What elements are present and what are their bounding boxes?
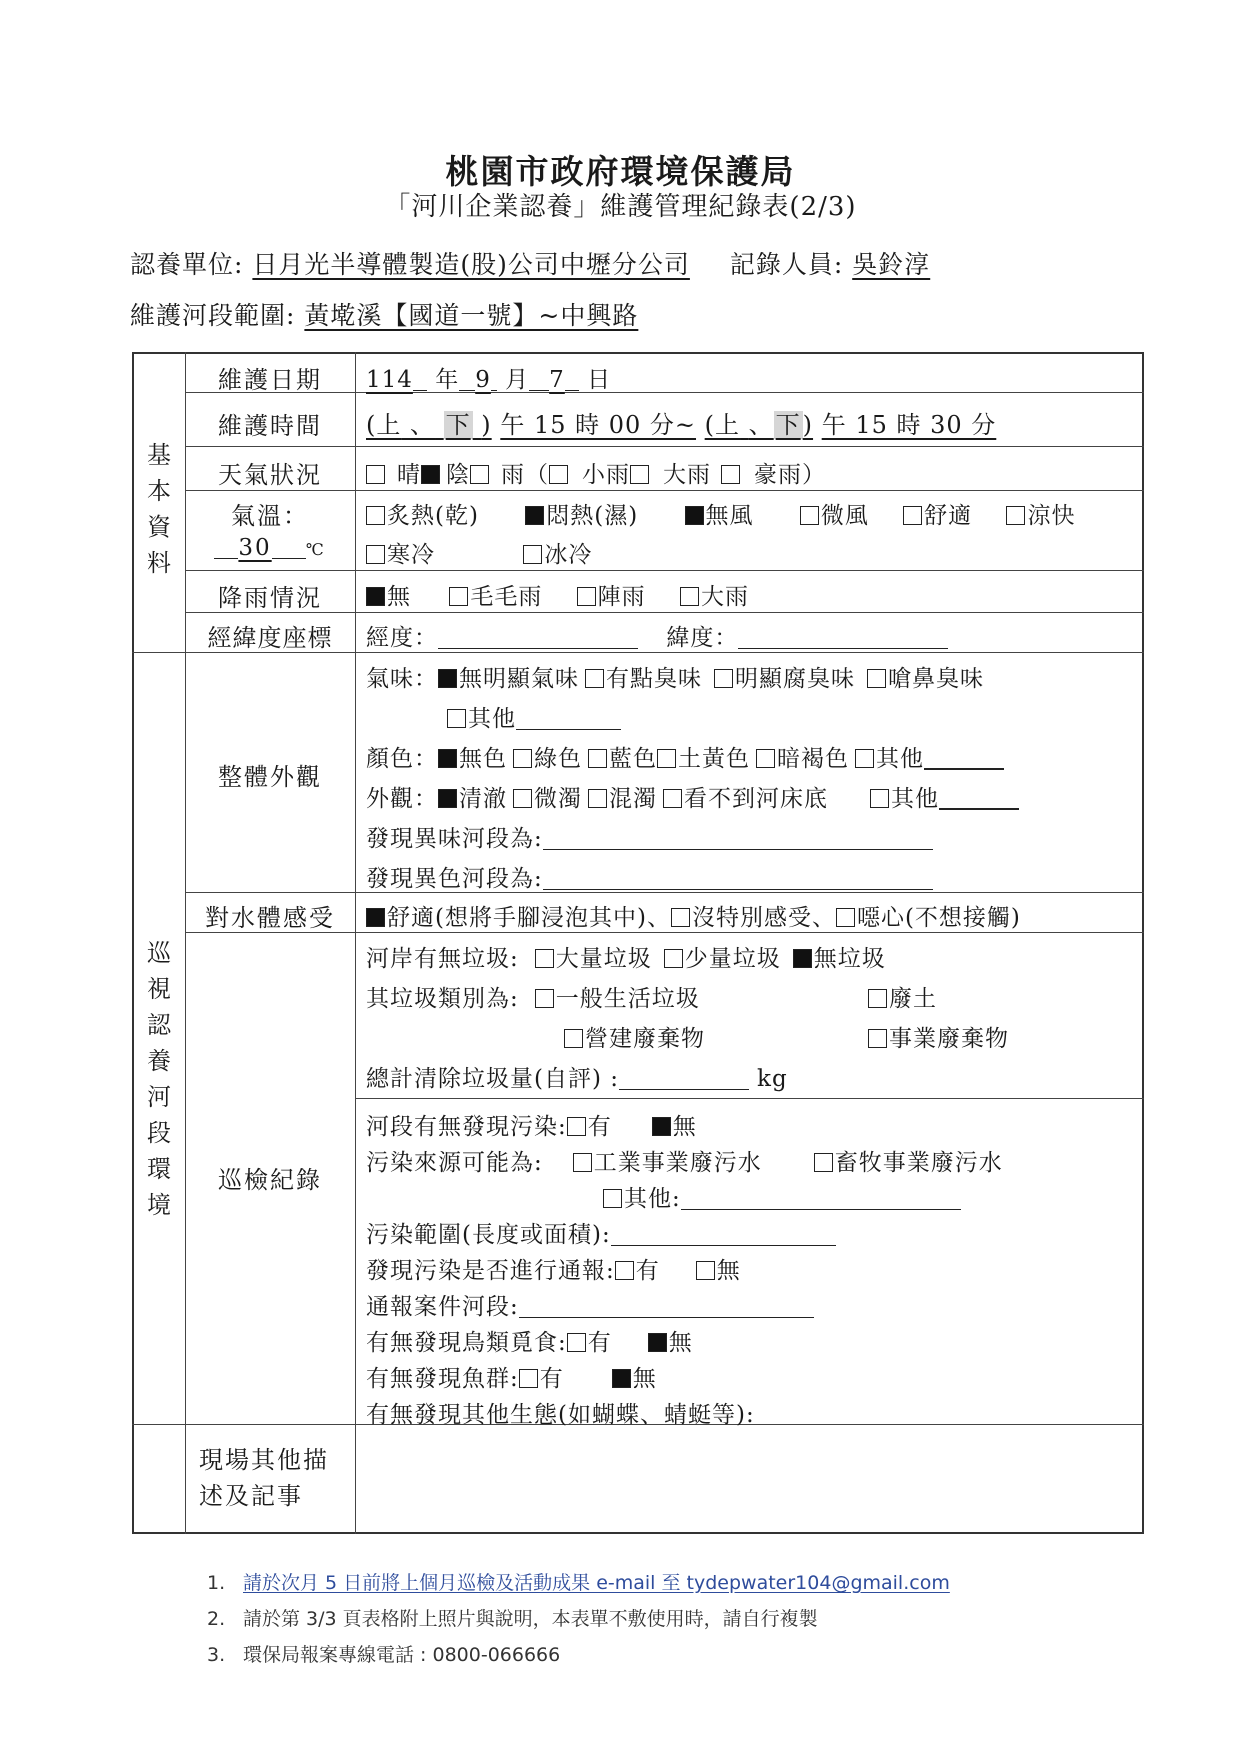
note-1: 1. 請於次月 5 日前將上個月巡檢及活動成果 e-mail 至 tydepwater104@gmail.com (207, 1572, 950, 1594)
checkbox-pollution-no[interactable] (652, 1117, 671, 1136)
divider (185, 570, 1144, 571)
temperature-unit: ℃ (305, 540, 326, 559)
checkbox-other-look[interactable] (870, 789, 889, 808)
checkbox-heavy-rain[interactable] (630, 465, 649, 484)
litter-row: 河岸有無垃圾: 大量垃圾 少量垃圾 無垃圾 (366, 946, 886, 972)
checkbox-rain[interactable] (470, 465, 489, 484)
checkbox-hot-dry[interactable] (366, 506, 385, 525)
checkbox-feel-comfortable[interactable] (366, 908, 385, 927)
checkbox-cold[interactable] (366, 545, 385, 564)
total-litter-row: 總計清除垃圾量(自評) : kg (366, 1066, 788, 1092)
construction-option: 營建廢棄物 (564, 1020, 705, 1053)
checkbox-fish-yes[interactable] (519, 1369, 538, 1388)
checkbox-rotten-smell[interactable] (714, 669, 733, 688)
litter-type-row: 其垃圾類別為: 一般生活垃圾 (366, 986, 700, 1012)
case-section-field[interactable] (519, 1297, 814, 1318)
other-color-field[interactable] (924, 748, 1004, 770)
checkbox-litter-none[interactable] (793, 949, 812, 968)
checkbox-report-no[interactable] (696, 1261, 715, 1280)
checkbox-heavy-rainfall[interactable] (680, 587, 699, 606)
recorder-label: 記錄人員: (729, 250, 844, 279)
divider (185, 490, 1144, 491)
date-year: 114 (366, 367, 413, 393)
checkbox-no-wind[interactable] (685, 506, 704, 525)
label-appearance: 整體外觀 (218, 763, 322, 791)
email-instruction-link[interactable]: 請於次月 5 日前將上個月巡檢及活動成果 e-mail 至 tydepwater104@gmail.com (243, 1572, 950, 1594)
temperature-options-row-2: 寒冷 冰冷 (366, 536, 592, 569)
label-time: 維護時間 (218, 412, 322, 440)
time-pm-end: 下 (775, 411, 801, 439)
pollution-range-field[interactable] (611, 1225, 836, 1246)
date-month: 9 (475, 367, 491, 393)
page-title: 桃園市政府環境保護局 (445, 152, 796, 191)
checkbox-hot-humid[interactable] (525, 506, 544, 525)
checkbox-earth-yellow[interactable] (657, 749, 676, 768)
color-row: 顏色： 無色 綠色 藍色 土黃色 暗褐色 其他 (366, 740, 1004, 773)
ecology-row: 有無發現其他生態(如蝴蝶、蜻蜓等): (366, 1402, 755, 1428)
report-row: 發現污染是否進行通報: 有 無 (366, 1258, 741, 1284)
checkbox-clear[interactable] (438, 789, 457, 808)
odor-section-row: 發現異味河段為: (366, 820, 933, 853)
checkbox-report-yes[interactable] (615, 1261, 634, 1280)
checkbox-turbid[interactable] (588, 789, 607, 808)
adopter-value: 日月光半導體製造(股)公司中壢分公司 (252, 250, 690, 279)
checkbox-pungent-smell[interactable] (867, 669, 886, 688)
feeling-row: 舒適(想將手腳浸泡其中)、 沒特別感受、 噁心(不想接觸) (366, 899, 1021, 932)
odor-section-field[interactable] (543, 829, 933, 850)
checkbox-icy[interactable] (523, 545, 542, 564)
rainfall-row: 無 毛毛雨 陣雨 大雨 (366, 578, 749, 611)
temperature-options-row-1: 炙熱(乾) 悶熱(濕) 無風 微風 舒適 涼快 (366, 497, 1075, 530)
birds-row: 有無發現鳥類覓食: 有 無 (366, 1330, 693, 1356)
checkbox-fish-no[interactable] (612, 1369, 631, 1388)
latitude-field[interactable] (738, 628, 948, 649)
checkbox-sunny[interactable] (366, 465, 385, 484)
page-subtitle: 「河川企業認養」維護管理紀錄表(2/3) (384, 192, 857, 222)
river-range-label: 維護河段範圍: (130, 301, 296, 330)
label-feeling: 對水體感受 (205, 904, 335, 932)
river-range-value: 黃墘溪【國道一號】~中興路 (304, 301, 639, 330)
river-range-row (130, 296, 638, 332)
pollution-row: 河段有無發現污染: 有 無 (366, 1114, 697, 1140)
label-temperature: 氣溫： (231, 502, 309, 530)
checkbox-cloudy[interactable] (421, 465, 440, 484)
checkbox-green[interactable] (513, 749, 532, 768)
fish-row: 有無發現魚群: 有 無 (366, 1366, 657, 1392)
time-pm-start: 下 (445, 411, 471, 439)
weather-row: 晴 陰 雨（ 小雨 大雨 豪雨） (366, 456, 826, 489)
discolor-section-row: 發現異色河段為: (366, 860, 933, 893)
other-look-field[interactable] (939, 788, 1019, 810)
pollution-source-other: 其他: (603, 1180, 961, 1213)
checkbox-dark-brown[interactable] (756, 749, 775, 768)
checkbox-colorless[interactable] (438, 749, 457, 768)
case-section-row: 通報案件河段: (366, 1288, 814, 1321)
label-patrol: 巡檢紀錄 (218, 1166, 322, 1194)
checkbox-no-smell[interactable] (438, 669, 457, 688)
label-rainfall: 降雨情況 (218, 584, 322, 612)
label-coordinates: 經緯度座標 (207, 624, 333, 652)
longitude-label: 經度： (366, 625, 438, 651)
note-3: 3. 環保局報案專線電話 : 0800-066666 (207, 1644, 561, 1666)
checkbox-slightly-turbid[interactable] (513, 789, 532, 808)
label-other-2: 述及記事 (199, 1482, 303, 1510)
checkbox-litter-small[interactable] (664, 949, 683, 968)
note-2: 2. 請於第 3/3 頁表格附上照片與說明，本表單不敷使用時，請自行複製 (207, 1608, 818, 1630)
soil-option: 廢土 (868, 980, 937, 1013)
divider (355, 1098, 1144, 1099)
coordinates-row (366, 619, 948, 652)
checkbox-drizzle[interactable] (449, 587, 468, 606)
label-weather: 天氣狀況 (218, 461, 322, 489)
pollution-range-row: 污染範圍(長度或面積): (366, 1216, 836, 1249)
date-day: 7 (549, 367, 565, 393)
section-basic-label: 基 本 資 料 (147, 441, 171, 577)
checkbox-light-rain[interactable] (549, 465, 568, 484)
checkbox-source-livestock[interactable] (814, 1153, 833, 1172)
pollution-source-row: 污染來源可能為: 工業事業廢污水 畜牧事業廢污水 (366, 1150, 1003, 1176)
checkbox-shower[interactable] (577, 587, 596, 606)
checkbox-household-waste[interactable] (535, 989, 554, 1008)
checkbox-other-smell[interactable] (447, 709, 466, 728)
checkbox-birds-no[interactable] (648, 1333, 667, 1352)
checkbox-construction-waste[interactable] (564, 1029, 583, 1048)
checkbox-other-color[interactable] (855, 749, 874, 768)
adopter-label: 認養單位: (130, 250, 244, 279)
discolor-section-field[interactable] (543, 869, 933, 890)
checkbox-litter-large[interactable] (535, 949, 554, 968)
divider (355, 352, 356, 1534)
checkbox-industrial-waste[interactable] (868, 1029, 887, 1048)
look-row: 外觀： 清澈 微濁 混濁 看不到河床底 其他 (366, 780, 1019, 813)
total-litter-field[interactable] (619, 1069, 749, 1090)
label-date: 維護日期 (218, 366, 322, 394)
divider (185, 446, 1144, 447)
adopter-row (130, 245, 930, 281)
smell-other-row: 其他 (447, 700, 621, 733)
checkbox-feel-neutral[interactable] (671, 908, 690, 927)
checkbox-no-rain[interactable] (366, 587, 385, 606)
time-row: (上 、 下 ) 午 15 時 00 分~ (上 、下) 午 15 時 30 分 (366, 411, 997, 439)
checkbox-feel-disgust[interactable] (836, 908, 855, 927)
checkbox-source-industrial[interactable] (573, 1153, 592, 1172)
section-patrol-label: 巡 視 認 養 河 段 環 境 (147, 939, 171, 1219)
checkbox-waste-soil[interactable] (868, 989, 887, 1008)
temperature-value: 30 (238, 535, 272, 561)
source-other-field[interactable] (681, 1189, 961, 1210)
longitude-field[interactable] (438, 628, 638, 649)
temperature-value-row (185, 535, 355, 561)
checkbox-source-other[interactable] (603, 1189, 622, 1208)
recorder-value: 吳鈴淳 (852, 250, 931, 279)
label-other-1: 現場其他描 (199, 1446, 329, 1474)
other-smell-field[interactable] (516, 709, 621, 730)
latitude-label: 緯度： (666, 625, 739, 651)
checkbox-storm[interactable] (721, 465, 740, 484)
checkbox-birds-yes[interactable] (567, 1333, 586, 1352)
checkbox-slight-smell[interactable] (585, 669, 604, 688)
checkbox-pollution-yes[interactable] (567, 1117, 586, 1136)
industrial-option: 事業廢棄物 (868, 1020, 1009, 1053)
smell-row: 氣味： 無明顯氣味 有點臭味 明顯腐臭味 嗆鼻臭味 (366, 666, 984, 692)
checkbox-comfortable[interactable] (903, 506, 922, 525)
checkbox-cool[interactable] (1006, 506, 1025, 525)
checkbox-blue[interactable] (588, 749, 607, 768)
checkbox-no-riverbed[interactable] (663, 789, 682, 808)
checkbox-breeze[interactable] (800, 506, 819, 525)
date-row: 114 年 9 月 7 日 (366, 367, 612, 393)
